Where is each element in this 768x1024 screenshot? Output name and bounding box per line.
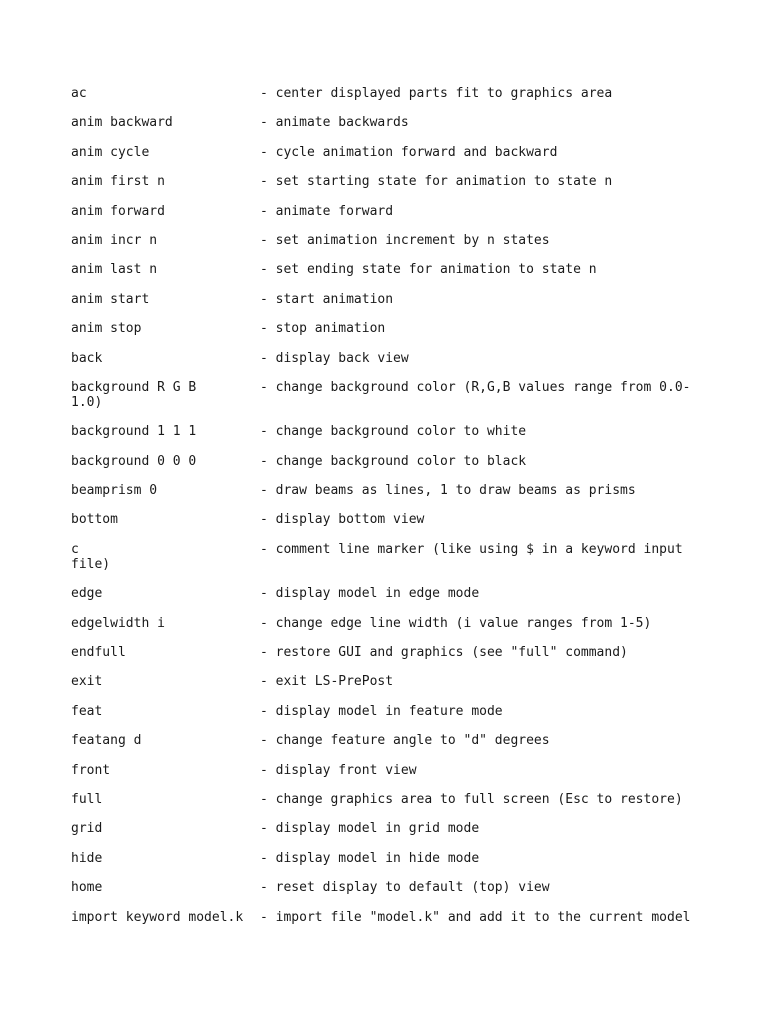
command-name: feat bbox=[71, 703, 103, 719]
command-name: anim stop bbox=[71, 321, 142, 337]
command-entry bbox=[71, 115, 691, 130]
command-entry bbox=[71, 380, 691, 410]
command-name: endfull bbox=[71, 645, 126, 661]
command-name: bottom bbox=[71, 512, 118, 528]
command-entry bbox=[71, 733, 691, 748]
command-description: - display model in feature mode bbox=[260, 703, 503, 719]
command-description: - display model in grid mode bbox=[260, 821, 480, 837]
command-entry bbox=[71, 616, 691, 631]
command-entry bbox=[71, 351, 691, 366]
command-entry bbox=[71, 174, 691, 189]
command-entry bbox=[71, 674, 691, 689]
command-entry bbox=[71, 204, 691, 219]
command-entry bbox=[71, 454, 691, 469]
command-entry bbox=[71, 233, 691, 248]
command-entry bbox=[71, 821, 691, 836]
command-description: - start animation bbox=[260, 291, 394, 307]
command-description: - reset display to default (top) view bbox=[260, 880, 550, 896]
command-list bbox=[71, 86, 691, 939]
command-description: - import file "model.k" and add it to the current model bbox=[260, 909, 691, 925]
command-entry bbox=[71, 86, 691, 101]
command-entry bbox=[71, 792, 691, 807]
command-description: - center displayed parts fit to graphics area bbox=[260, 86, 613, 101]
command-description: - set ending state for animation to state n bbox=[260, 262, 597, 278]
command-description: - display back view bbox=[260, 350, 409, 366]
command-name: edgelwidth i bbox=[71, 615, 165, 631]
command-name: background R G B bbox=[71, 379, 197, 395]
command-entry bbox=[71, 880, 691, 895]
command-name: home bbox=[71, 880, 103, 896]
command-entry bbox=[71, 424, 691, 439]
command-description: - change background color to black bbox=[260, 453, 527, 469]
command-description: - draw beams as lines, 1 to draw beams as prisms bbox=[260, 483, 636, 499]
command-name: featang d bbox=[71, 733, 142, 749]
command-name: anim last n bbox=[71, 262, 158, 278]
command-name: hide bbox=[71, 850, 103, 866]
command-description: - exit LS-PrePost bbox=[260, 674, 394, 690]
command-description: - change graphics area to full screen (Esc to restore) bbox=[260, 791, 683, 807]
command-entry bbox=[71, 910, 691, 925]
command-entry bbox=[71, 483, 691, 498]
command-description: - change background color to white bbox=[260, 424, 527, 440]
command-description: - animate backwards bbox=[260, 115, 409, 131]
command-description: - display front view bbox=[260, 762, 417, 778]
command-entry bbox=[71, 645, 691, 660]
command-description: - display model in hide mode bbox=[260, 850, 480, 866]
command-name: anim incr n bbox=[71, 232, 158, 248]
command-entry bbox=[71, 542, 691, 572]
command-name: edge bbox=[71, 586, 103, 602]
command-description: - change background color (R,G,B values range from 0.0- bbox=[260, 379, 691, 395]
command-description: - animate forward bbox=[260, 203, 394, 219]
command-entry bbox=[71, 851, 691, 866]
command-description: - change edge line width (i value ranges from 1-5) bbox=[260, 615, 652, 631]
command-description: - set starting state for animation to state n bbox=[260, 174, 613, 190]
command-description-continuation: file) bbox=[71, 556, 111, 572]
command-name: anim cycle bbox=[71, 144, 150, 160]
command-name: grid bbox=[71, 821, 103, 837]
command-name: background 1 1 1 bbox=[71, 424, 197, 440]
command-description: - change feature angle to "d" degrees bbox=[260, 733, 550, 749]
command-description: - stop animation bbox=[260, 321, 386, 337]
command-name: beamprism 0 bbox=[71, 483, 158, 499]
command-name: exit bbox=[71, 674, 103, 690]
command-description: - comment line marker (like using $ in a keyword input bbox=[260, 541, 683, 557]
command-name: front bbox=[71, 762, 111, 778]
command-name: import keyword model.k bbox=[71, 909, 244, 925]
command-description: - restore GUI and graphics (see "full" command) bbox=[260, 645, 628, 661]
command-entry bbox=[71, 292, 691, 307]
command-entry bbox=[71, 262, 691, 277]
command-description-continuation: 1.0) bbox=[71, 394, 103, 410]
command-entry bbox=[71, 145, 691, 160]
command-name: c bbox=[71, 541, 79, 557]
command-name: anim first n bbox=[71, 174, 165, 190]
command-entry bbox=[71, 763, 691, 778]
command-entry bbox=[71, 704, 691, 719]
command-description: - display bottom view bbox=[260, 512, 425, 528]
command-description: - set animation increment by n states bbox=[260, 232, 550, 248]
command-entry bbox=[71, 321, 691, 336]
command-entry bbox=[71, 586, 691, 601]
command-entry bbox=[71, 512, 691, 527]
command-name: back bbox=[71, 350, 103, 366]
command-name: background 0 0 0 bbox=[71, 453, 197, 469]
command-name: anim start bbox=[71, 291, 150, 307]
command-description: - display model in edge mode bbox=[260, 586, 480, 602]
command-description: - cycle animation forward and backward bbox=[260, 144, 558, 160]
command-name: ac bbox=[71, 86, 87, 101]
command-name: full bbox=[71, 791, 103, 807]
command-name: anim forward bbox=[71, 203, 165, 219]
command-name: anim backward bbox=[71, 115, 173, 131]
